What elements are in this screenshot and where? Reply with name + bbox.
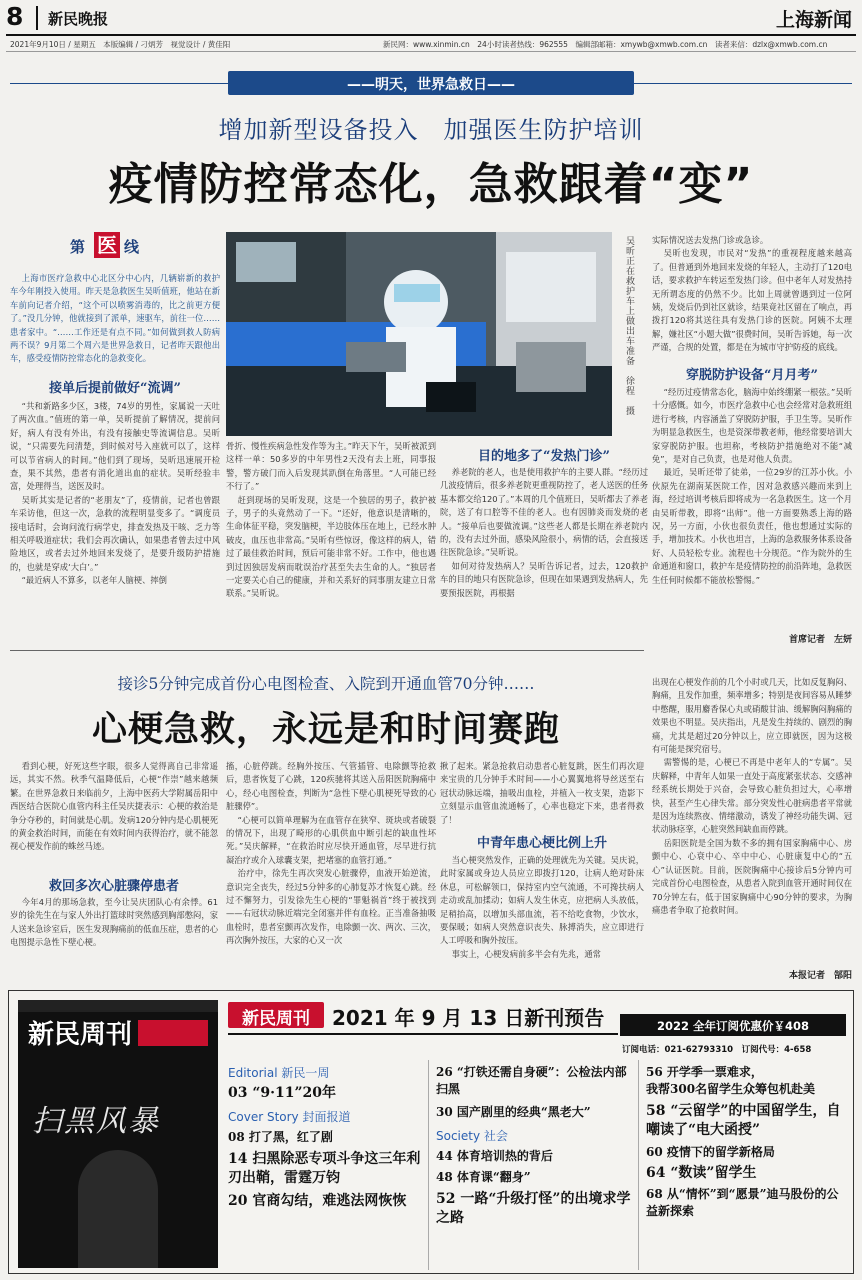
story2-col3b	[440, 854, 644, 982]
story1-subhead-3: 穿脱防护设备“月月考”	[686, 368, 818, 383]
story1-byline: 首席记者 左妍	[788, 635, 852, 645]
story1-col2-p2: 赶到现场的吴昕发现，这是一个独居的男子，救护被子，男子的头竟然动了一下。“还好，他意识是清晰的，生命体征平稳，突发脑梗，半边肢体压在地上，已经水肿破皮，血压也非常高。”吴昕有些惊讶，像这样的病人，错过了最佳救治时间，预后可能非常不好。工作中，他也遇到过因独居发病而耽误治疗甚至失去生命的人。“独居者一定要关心自己的健康，并和关系好的同事朋友建立日常联系。”吴昕说。	[226, 494, 436, 599]
column-logo-post: 线	[124, 238, 140, 256]
banner-line-right	[634, 83, 852, 84]
story1-col1-p1: “共和新路多少区，3楼，74岁的男性，家属说一天吐了两次血。”值班的第一单，吴昕提前了解情况，提前问好，病人有没有外出，有没有接触史等流调信息。吴昕说，“只需要先问清楚，到时候对号入座就可以了，这样可以节省病人的时间。”他们到了现场，吴昕迅速展开检查，果不其然，患者有消化道出血的症状。吴昕经验丰富，处理得当，送医及时。	[10, 401, 220, 492]
story2-col2-p2: “心梗可以简单理解为在血管存在狭窄、斑块或者破裂的情况下，出现了畸形的心肌供血中断引起的缺血性坏死。”吴庆解释，“在救治时应尽快开通血管，尽早进行抗凝治疗或介入球囊支架，把堵塞的血管打通。”	[226, 814, 436, 865]
date-line: 2021年9月10日 / 星期五 本版编辑 / 刁炳芳 视觉设计 / 黄佳阳	[10, 40, 231, 49]
story2-col1-p2: 今年4月的那场急救，至今让吴庆团队心有余悸。61岁的徐先生在与家人外出打篮球时突然感到胸部憋闷，家人送来急诊室后，医生发现胸痛前的低血压症，患者的心电图提示急性下壁心梗。	[10, 897, 218, 948]
promo-item[interactable]: 68 从“情怀”到“愿景”迪马股份的公益新探索	[646, 1187, 839, 1218]
cover-masthead: 新民周刊	[28, 1020, 133, 1050]
cover-headline: 扫黑风暴	[32, 1104, 160, 1139]
ambulance-photo	[226, 232, 612, 436]
column-logo-mid: 医	[94, 232, 120, 258]
promo-item[interactable]: 08 打了黑，红了剧	[228, 1130, 333, 1144]
promo-item[interactable]: 60 疫情下的留学新格局	[646, 1145, 775, 1159]
promo-item[interactable]: 64 “数读”留学生	[646, 1165, 757, 1181]
promo-title: 2021 年 9 月 13 日新刊预告	[332, 1006, 605, 1030]
story2-headline: 心梗急救，永远是和时间赛跑	[91, 710, 560, 750]
contact-line: 新民网：www.xinmin.cn 24小时读者热线：962555 编辑部邮箱：xmywb@xmwb.com.cn 读者来信：dzlx@xmwb.com.cn	[383, 40, 828, 49]
promo-col-divider-2	[638, 1060, 639, 1270]
story1-kicker: 增加新型设备投入 加强医生防护培训	[218, 116, 644, 144]
story1-col1	[10, 400, 220, 644]
promo-item[interactable]: 30 国产剧里的经典“黑老大”	[436, 1105, 591, 1119]
story1-lead	[10, 272, 220, 372]
story2-col1-p1: 看到心梗，好死这些字眼，很多人觉得离自己非常遥远，其实不然。秋季气温降低后，心梗“作崇”越来越频繁。在世界急救日来临前夕，上海中医药大学附属岳阳中西医结合医院心血管内科主任吴庆捷表示：心梗的救治是争分夺秒的，时间就是心肌。发病120分钟内是心肌梗死的黄金救治时间，而能在有效时间内获得治疗，就不能忽视心梗发作前的蛛丝马迹。	[10, 761, 218, 852]
column-logo-pre: 第	[70, 238, 86, 256]
story2-col1	[10, 760, 218, 882]
magazine-cover[interactable]	[18, 1000, 218, 1268]
story1-subhead-2: 目的地多了“发热门诊”	[478, 449, 610, 464]
story1-col4-p4: 最近，吴昕还带了徒弟，一位29岁的江苏小伙。小伙原先在湖南某医院工作，因对急救感兴趣而来到上海，经过培训考核后即将成为一名急救医生。这一个月由吴昕带教，即将“出师”。他一方面要熟悉上海的路况，另一方面，小伙也很负责任，他也想通过实际的手，增加技术。小伙也坦言，上海的急救服务体系设备好、人员轻松专业。流程也十分规范。“作为院外的生命通道和窗口，救护车是疫情防控的前沿阵地，急救医生任何时候都不能放松警惕。”	[652, 467, 852, 585]
paper-name: 新民晚报	[48, 10, 109, 28]
story2-col2-p3: 治疗中，徐先生再次突发心脏骤停，血液开始逆流，意识完全丧失，经过5分钟多的心肺复苏才恢复心跳。经过不懈努力，引发徐先生心梗的“罪魁祸首”终于被找到——右冠状动脉近端完全闭塞并伴有血栓。正当准备抽吸血栓时，患者室颤再次发作，电除颤一次、两次、三次，再次胸外按压，大家的心又一次	[226, 868, 436, 946]
promo-price: 2022 全年订阅优惠价￥408	[656, 1019, 809, 1033]
story1-col3-p1: 养老院的老人，也是使用救护车的主要人群。“经历过几波疫情后，很多养老院更重视防控了，老人送医的任务基本都交给120了。”本周的几个值班日，吴昕都去了养老院，送了有口腔等不佳的老人。也有因肺炎而发烧的老人。“接单后也要做流调。”这些老人都是长期在养老院内的，没有去过外面，感染风险很小，病情的话，会直接送往医院急诊。”吴昕说。	[440, 467, 648, 558]
promo-sec-society: Society 社会	[436, 1129, 508, 1143]
story2-col4-p2: 需警惕的是，心梗已不再是中老年人的“专属”。吴庆解释，中青年人如果一直处于高度紧张状态、交感神经系统长期处于兴奋，会导致心脏负担过大，心率增快，甚至产生心律失常。部分突发性心脏病患者平常就是因为连续熬夜、情绪激动，诱发了神经功能失调、冠状动脉痉挛，心脏突然间缺血而停跳。	[652, 757, 852, 835]
promo-brand-text: 新民周刊	[242, 1009, 310, 1029]
promo-item[interactable]: 20 官商勾结，难逃法网恢恢	[228, 1193, 407, 1209]
story1-col3	[440, 466, 648, 644]
promo-item[interactable]: 14 扫黑除恶专项斗争这三年利刃出鞘，雷霆万钧	[228, 1151, 421, 1186]
promo-item[interactable]: 48 体育课“翻身”	[436, 1170, 531, 1184]
story1-lead-text: 上海市医疗急救中心北区分中心内，几辆崭新的救护车今年刚投入使用。昨天是急救医生吴昕值班，他站在新车前向记者介绍，“这个可以喷雾消毒的，比之前更方便了。”没几分钟，他就接到了派单，速驱车，前往一位……患者家中。“……工作还是有点不同。”如何做到救人防病两不误？9月第二个周六是世界急救日，记者昨天跟他出车，感受疫情防控常态化的急救变化。	[10, 273, 220, 364]
cover-masthead-badge	[138, 1020, 208, 1046]
promo-item[interactable]: 56 开学季一票难求，	[646, 1065, 763, 1079]
promo-rule	[228, 1033, 618, 1035]
promo-col-1	[228, 1064, 424, 1270]
cover-figure	[78, 1150, 158, 1268]
section-title: 上海新闻	[775, 9, 852, 31]
story2-col3-p2: 当心梗突然发作，正确的处理就先为关键。吴庆说，此时家属或身边人员应立即拨打120，让病人绝对卧床休息，可松解领口，保持室内空气流通，不可搀扶病人走动或乱加揉动；如病人发生休克，应把病人头放低，足稍抬高，以增加头部血流，若不给吃食物，少饮水，要保暖；如病人突然意识丧失、脉搏消失，应立即进行人工呼吸和胸外按压。	[440, 855, 644, 946]
story1-subhead-1: 接单后提前做好“流调”	[49, 381, 181, 396]
story1-col4	[652, 234, 852, 360]
story1-headline: 疫情防控常态化，急救跟着“变”	[108, 159, 754, 210]
story2-col2	[226, 760, 436, 982]
ambulance-photo-illustration	[226, 232, 612, 436]
story2-kicker: 接诊5分钟完成首份心电图检查、入院到开通血管70分钟……	[117, 675, 535, 693]
story2-col3-p1: 揪了起来。紧急抢救启动患者心脏复跳，医生们再次迎来宝贵的几分钟手术时间——小心翼翼地将导丝送至右冠状动脉远端，抽吸出血栓，并植入一枚支架，造影下立刻显示血管血流通畅了，心率也稳定下来，患者得救了！	[440, 761, 644, 825]
promo-phone: 订阅电话：021-62793310 订阅代号：4-658	[622, 1045, 812, 1055]
story2-col4-p3: 岳阳医院是全国为数不多的拥有国家胸痛中心、房颤中心、心衰中心、卒中中心、心脏康复中心的“五心”认证医院。目前，医院胸痛中心接诊后5分钟内可完成首份心电图检查，从患者入院到血管开通时间仅在70分钟左右，低于国家胸痛中心90分钟的要求，为胸痛患者争取了抢救时间。	[652, 837, 852, 915]
page-number: 8	[6, 2, 24, 31]
promo-col-2	[436, 1064, 632, 1270]
story2-subhead-1: 救回多次心脏骤停患者	[48, 879, 179, 894]
promo-item[interactable]: 52 一路“升级打怪”的出境求学之路	[436, 1191, 631, 1226]
promo-item[interactable]: 44 体育培训热的背后	[436, 1149, 553, 1163]
header-rule	[6, 34, 856, 36]
column-logo	[70, 232, 170, 262]
header-divider	[36, 6, 38, 30]
promo-item[interactable]: 26 “打铁还需自身硬”：公检法内部扫黑	[436, 1065, 627, 1096]
story1-col4-p3: “经历过疫情常态化，脑海中始终绷紧一根弦。”吴昕十分感慨。如今，市医疗急救中心也会经常对急救班组进行考核，内容涵盖了穿脱防护服，手卫生等。吴昕作为明显急救医生，也是资深带教老师，他经常要培训大家穿脱防护服。也坦称，考核防护措施绝对不能“减免”，是对自己负责，也是对他人负责。	[652, 387, 852, 465]
story2-col3	[440, 760, 644, 828]
story2-byline: 本报记者 郜阳	[788, 971, 852, 981]
promo-sec-editorial: Editorial 新民一周	[228, 1066, 330, 1080]
story2-col4-p1: 出现在心梗发作前的几个小时或几天，比如反复胸闷、胸痛，且发作加重，频率增多；特别是夜间容易从睡梦中憋醒，服用麝香保心丸或硝酸甘油、缓解胸闷胸痛的效果也不明显。吴庆指出，凡是发生持续的、剧烈的胸痛，尤其是超过20分钟以上，应立即就医，因为这极有可能是探究宿号。	[652, 677, 852, 755]
story1-col2-p1: 骨折、慢性疾病急性发作等为主。”昨天下午，吴昕被派到这样一单：50多岁的中年男性2天没有去上班，同事报警，警方破门而入后发现其趴倒在角落里。“人可能已经不行了。”	[226, 441, 436, 492]
story1-col1-p3: “最近病人不算多，以老年人脑梗、摔倒	[21, 575, 167, 586]
story2-col2-p1: 搐，心脏停跳。经胸外按压、气管插管、电除颤等抢救后，患者恢复了心跳，120疾驰将其送入岳阳医院胸痛中心，经心电图检查，判断为“急性下壁心肌梗死导致的心脏骤停”。	[226, 761, 436, 812]
story2-col1b	[10, 896, 218, 980]
promo-sec-cover-story: Cover Story 封面报道	[228, 1110, 351, 1124]
story2-col3-p3: 事实上，心梗发病前多半会有先兆，通常	[451, 948, 601, 959]
photo-caption: 吴昕正在救护车上做出车准备 徐程 摄	[624, 236, 634, 416]
story1-col3-p2: 如何对待发热病人？吴昕告诉记者，过去，120救护车的目的地只有医院急诊，但现在如果遇到发热病人，先要预报医院，再根据	[440, 560, 648, 598]
story1-col4-p1: 实际情况送去发热门诊或急诊。	[652, 235, 769, 245]
banner-line-left	[10, 83, 228, 84]
promo-item[interactable]: 58 “云留学”的中国留学生，自嘲读了“电大函授”	[646, 1103, 841, 1138]
promo-item[interactable]: 我帮300名留学生众筹包机赴美	[646, 1082, 816, 1096]
promo-col-divider-1	[428, 1060, 429, 1270]
header-rule-thin	[6, 51, 856, 52]
story2-subhead-2: 中青年患心梗比例上升	[476, 836, 607, 851]
banner-label: ——明天，世界急救日——	[347, 77, 515, 93]
promo-item[interactable]: 03 “9·11”20年	[228, 1085, 337, 1101]
story2-col4	[652, 676, 852, 966]
story1-col2	[226, 440, 436, 644]
promo-col-3	[646, 1064, 850, 1270]
story1-col4-p2: 吴昕也发现，市民对“发热”的重视程度越来越高了。但普通到外地回来发烧的年轻人，主动打了120电话，要求救护车转运至发热门诊。但中老年人对发热持无所谓态度的仍然不少。比如上周就曾遇到过一位阿姨，发烧后仍到社区就诊，结果竟社区留在了响点，再拨打120将其送往具有发热门诊的医院。阿姨不太理解，嫌社区“小题大做”很费时间，吴昕告诉她，每一次严谨，合规的处置，都是在为城市守护防疫的底线。	[652, 248, 852, 353]
story1-col4b	[652, 386, 852, 626]
cover-top-strip	[18, 1000, 218, 1012]
story1-col1-p2: 吴昕其实是记者的“老朋友”了，疫情前，记者也曾跟车采访他，但这一次，急救的流程明显变多了。“调度员接电话时，会询问流行病学史，排查发热及干咳、乏力等相关呼吸道症状；我们会再次确认，如果患者曾去过中风险地区，或者去过外地回来发烧了，是要升级防护措施的，也就是穿成‘大白’。”	[10, 494, 220, 572]
story-divider	[10, 650, 644, 651]
